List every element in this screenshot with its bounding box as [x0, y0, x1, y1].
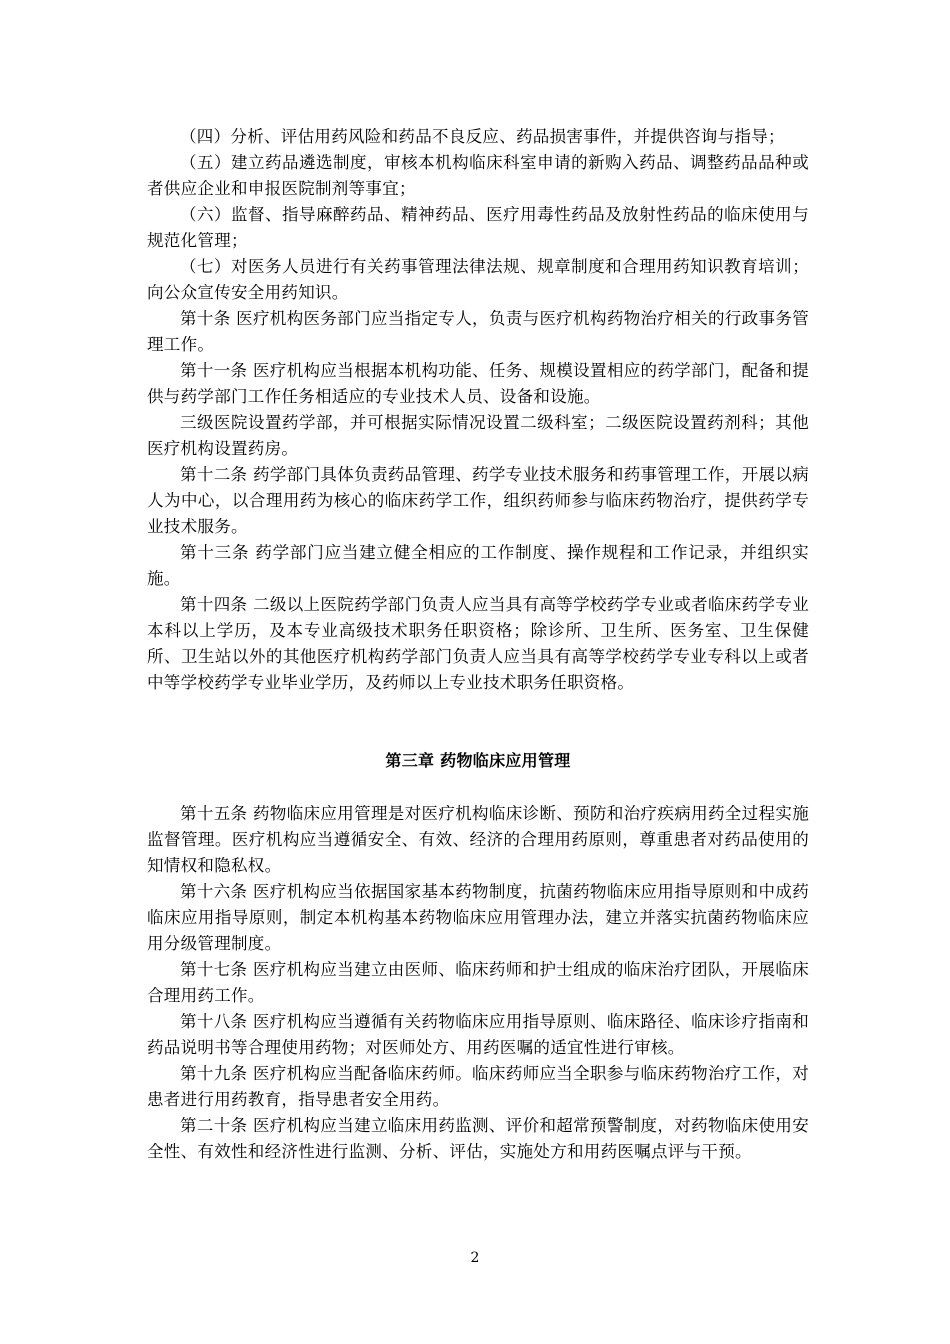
paragraph: 第十八条 医疗机构应当遵循有关药物临床应用指导原则、临床路径、临床诊疗指南和药品说明书等合理使用药物；对医师处方、用药医嘱的适宜性进行审核。 [147, 1012, 809, 1057]
paragraph: 第二十条 医疗机构应当建立临床用药监测、评价和超常预警制度，对药物临床使用安全性、有效性和经济性进行监测、分析、评估，实施处方和用药医嘱点评与干预。 [147, 1116, 809, 1161]
paragraph: （四）分析、评估用药风险和药品不良反应、药品损害事件，并提供咨询与指导； [180, 127, 785, 146]
section-2 [147, 801, 809, 1165]
page-content [147, 124, 809, 1165]
paragraph: 第十三条 药学部门应当建立健全相应的工作制度、操作规程和工作记录，并组织实施。 [147, 543, 809, 588]
page-number: 2 [470, 1250, 480, 1266]
paragraph: 第十七条 医疗机构应当建立由医师、临床药师和护士组成的临床治疗团队，开展临床合理用药工作。 [147, 960, 809, 1005]
paragraph: 第十六条 医疗机构应当依据国家基本药物制度，抗菌药物临床应用指导原则和中成药临床应用指导原则，制定本机构基本药物临床应用管理办法，建立并落实抗菌药物临床应用分级管理制度。 [147, 882, 809, 953]
spacer [147, 696, 809, 748]
paragraph: 第十四条 二级以上医院药学部门负责人应当具有高等学校药学专业或者临床药学专业本科以上学历，及本专业高级技术职务任职资格；除诊所、卫生所、医务室、卫生保健所、卫生站以外的其他医疗机构药学部门负责人应当具有高等学校药学专业专科以上或者中等学校药学专业毕业学历，及药师以上专业技术职务任职资格。 [147, 595, 809, 692]
paragraph: 第十二条 药学部门具体负责药品管理、药学专业技术服务和药事管理工作，开展以病人为中心，以合理用药为核心的临床药学工作，组织药师参与临床药物治疗，提供药学专业技术服务。 [147, 465, 809, 536]
chapter-title: 第三章 药物临床应用管理 [385, 751, 571, 770]
paragraph: 第十条 医疗机构医务部门应当指定专人，负责与医疗机构药物治疗相关的行政事务管理工作。 [147, 309, 809, 354]
section-1 [147, 124, 809, 696]
paragraph: 三级医院设置药学部，并可根据实际情况设置二级科室；二级医院设置药剂科；其他医疗机构设置药房。 [147, 413, 809, 458]
paragraph: 第十一条 医疗机构应当根据本机构功能、任务、规模设置相应的药学部门，配备和提供与药学部门工作任务相适应的专业技术人员、设备和设施。 [147, 361, 809, 406]
spacer [147, 771, 809, 801]
paragraph: 第十九条 医疗机构应当配备临床药师。临床药师应当全职参与临床药物治疗工作，对患者进行用药教育，指导患者安全用药。 [147, 1064, 809, 1109]
paragraph: （五）建立药品遴选制度，审核本机构临床科室申请的新购入药品、调整药品品种或者供应企业和申报医院制剂等事宜； [147, 153, 809, 198]
paragraph: （七）对医务人员进行有关药事管理法律法规、规章制度和合理用药知识教育培训；向公众宣传安全用药知识。 [147, 257, 809, 302]
paragraph: 第十五条 药物临床应用管理是对医疗机构临床诊断、预防和治疗疾病用药全过程实施监督管理。医疗机构应当遵循安全、有效、经济的合理用药原则，尊重患者对药品使用的知情权和隐私权。 [147, 804, 809, 875]
paragraph: （六）监督、指导麻醉药品、精神药品、医疗用毒性药品及放射性药品的临床使用与规范化管理； [147, 205, 809, 250]
